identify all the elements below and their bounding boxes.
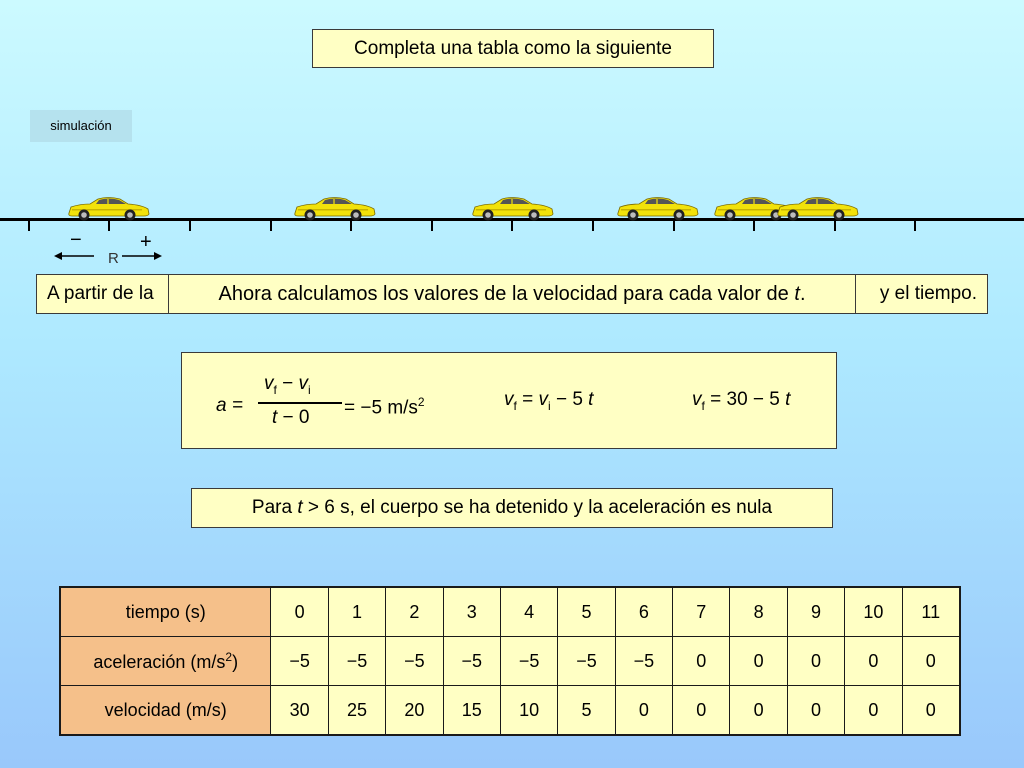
road-tick (834, 221, 836, 231)
formula-velocity-general: $v_f = v_i - 5$ t (504, 389, 594, 413)
table-cell-time: 4 (500, 587, 557, 637)
arrow-left-icon[interactable] (54, 252, 94, 260)
row-header-acceleration: aceleración $(m/s^2)$ (60, 637, 271, 686)
road-tick (511, 221, 513, 231)
background-sentence-start: A partir de la (47, 283, 154, 304)
table-cell-velocity: 25 (328, 686, 385, 736)
table-cell-acceleration: −5 (615, 637, 672, 686)
table-row-acceleration (60, 637, 960, 686)
table-cell-time: 8 (730, 587, 787, 637)
table-cell-time: 5 (558, 587, 615, 637)
table-cell-velocity: 30 (271, 686, 328, 736)
instruction-text-end: . (799, 283, 806, 305)
stop-note-start: Para (251, 497, 298, 518)
table-cell-acceleration: 0 (673, 637, 730, 686)
table-cell-acceleration: −5 (558, 637, 615, 686)
instruction-text-var: t (794, 283, 800, 305)
stop-note-var: t (297, 497, 303, 518)
table-cell-time: 2 (386, 587, 443, 637)
formula-denominator: t − 0 (272, 407, 310, 428)
table-cell-acceleration: −5 (271, 637, 328, 686)
road-tick (673, 221, 675, 231)
road-tick (270, 221, 272, 231)
table-cell-time: 6 (615, 587, 672, 637)
table-cell-velocity: 0 (730, 686, 787, 736)
table-cell-acceleration: −5 (443, 637, 500, 686)
table-cell-acceleration: −5 (328, 637, 385, 686)
instruction-text-main: Ahora calculamos los valores de la velocidad para cada valor de (218, 283, 795, 305)
road-tick (753, 221, 755, 231)
road-tick (914, 221, 916, 231)
row-header-velocity: velocidad (m/s) (60, 686, 271, 736)
table-cell-time: 11 (902, 587, 960, 637)
reset-button[interactable]: R (108, 250, 119, 267)
table-row-time (60, 587, 960, 637)
fraction-bar (258, 402, 342, 404)
car-icon (775, 194, 859, 222)
table-cell-velocity: 0 (902, 686, 960, 736)
table-cell-acceleration: −5 (386, 637, 443, 686)
table-cell-acceleration: 0 (787, 637, 844, 686)
page-title: Completa una tabla como la siguiente (312, 29, 714, 68)
table-cell-velocity: 0 (673, 686, 730, 736)
table-cell-velocity: 0 (845, 686, 902, 736)
table-cell-time: 9 (787, 587, 844, 637)
table-cell-acceleration: 0 (902, 637, 960, 686)
table-cell-velocity: 10 (500, 686, 557, 736)
table-cell-acceleration: 0 (845, 637, 902, 686)
plus-button[interactable]: + (140, 231, 152, 253)
table-cell-velocity: 0 (787, 686, 844, 736)
car-icon (470, 194, 554, 222)
car-icon (615, 194, 699, 222)
formula-a-label: a = (216, 395, 243, 416)
car-icon (292, 194, 376, 222)
table-cell-time: 7 (673, 587, 730, 637)
background-sentence-end: y el tiempo. (879, 283, 977, 304)
minus-button[interactable]: − (70, 229, 82, 251)
road-tick (189, 221, 191, 231)
table-cell-acceleration: 0 (730, 637, 787, 686)
table-cell-velocity: 0 (615, 686, 672, 736)
instruction-text (168, 274, 856, 314)
formula-result: = −5 $m/s^2$ (344, 395, 425, 419)
road-tick (350, 221, 352, 231)
formula-velocity-specific: $v_f = 30 - 5$ t (692, 389, 791, 413)
arrow-right-icon[interactable] (122, 252, 162, 260)
data-table (59, 586, 961, 736)
table-cell-velocity: 20 (386, 686, 443, 736)
simulation-button[interactable]: simulación (30, 110, 132, 142)
row-header-time: tiempo (s) (60, 587, 271, 637)
road-tick (431, 221, 433, 231)
table-cell-time: 1 (328, 587, 385, 637)
stop-note-end: > 6 s, el cuerpo se ha detenido y la aceleración es nula (302, 497, 773, 518)
table-cell-velocity: 5 (558, 686, 615, 736)
road-tick (108, 221, 110, 231)
formula-panel (181, 352, 837, 449)
table-cell-acceleration: −5 (500, 637, 557, 686)
table-cell-velocity: 15 (443, 686, 500, 736)
table-cell-time: 10 (845, 587, 902, 637)
stop-note (191, 488, 833, 528)
car-icon (66, 194, 150, 222)
table-cell-time: 0 (271, 587, 328, 637)
road-tick (28, 221, 30, 231)
table-row-velocity (60, 686, 960, 736)
table-cell-time: 3 (443, 587, 500, 637)
formula-numerator: $v_f - v_i$ (264, 373, 311, 397)
road-tick (592, 221, 594, 231)
